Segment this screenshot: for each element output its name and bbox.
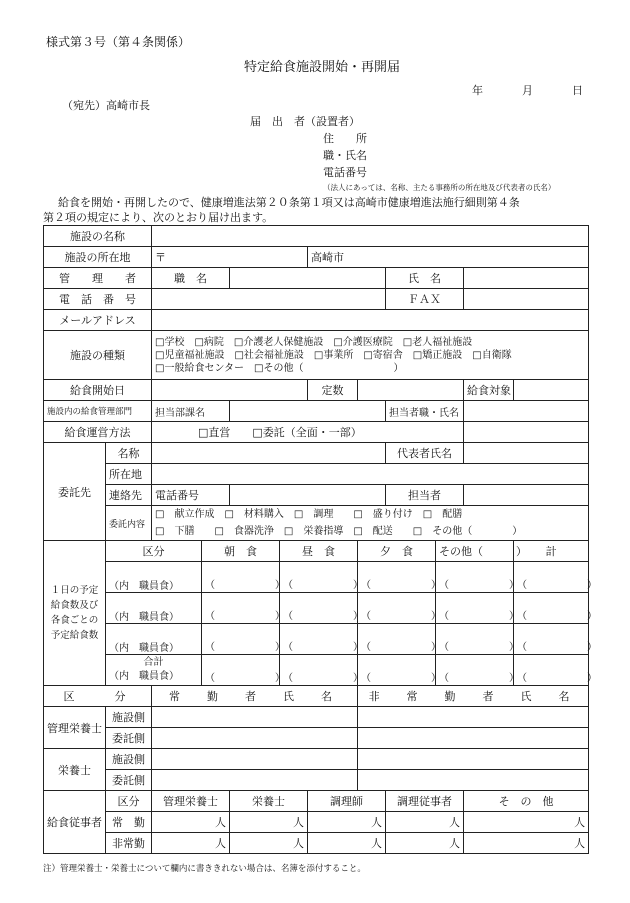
facility-type-label: 施設の種類 bbox=[44, 331, 152, 380]
workers-parttime-label: 非常勤 bbox=[106, 833, 152, 854]
mgr-dietitian-contractor-fulltime[interactable] bbox=[152, 728, 358, 749]
form-number: 様式第３号（第４条関係） bbox=[46, 35, 191, 49]
workers-parttime-worker[interactable]: 人 bbox=[386, 833, 464, 854]
contract-content-line-1[interactable]: □ 献立作成 □ 材料購入 □ 調理 □ 盛り付け □ 配膳 bbox=[155, 509, 463, 520]
manager-title-label: 職 名 bbox=[152, 268, 230, 289]
meal-total-text: 合計 bbox=[143, 657, 164, 668]
email-field[interactable] bbox=[152, 310, 589, 331]
notification-form bbox=[43, 225, 597, 854]
meal-count-label-1: １日の予定 bbox=[50, 585, 99, 596]
meal-row-2-other[interactable]: （ ） bbox=[436, 593, 514, 624]
contractor-contact-label: 連絡先 bbox=[106, 485, 152, 506]
workers-col-other: そ の 他 bbox=[464, 791, 589, 812]
meal-row-3-breakfast[interactable]: （ ） bbox=[202, 624, 280, 655]
meal-col-lunch: 昼 食 bbox=[280, 541, 358, 562]
meal-row-3-lunch[interactable]: （ ） bbox=[280, 624, 358, 655]
meal-row-2-breakfast[interactable]: （ ） bbox=[202, 593, 280, 624]
workers-fulltime-cook[interactable]: 人 bbox=[308, 812, 386, 833]
manager-label: 管 理 者 bbox=[44, 268, 152, 289]
staff-name-label: 担当者職・氏名 bbox=[386, 401, 464, 422]
staff-col-fulltime: 常 勤 者 氏 名 bbox=[152, 686, 358, 707]
dietitian-facility-label: 施設側 bbox=[106, 749, 152, 770]
meal-count-label-3: 各食ごとの bbox=[50, 615, 99, 626]
body-text-1: 給食を開始・再開したので、健康増進法第２０条第１項又は高崎市健康増進法施行細則第４条 bbox=[58, 196, 520, 209]
facility-name-field[interactable] bbox=[152, 226, 589, 247]
representative-field[interactable] bbox=[464, 443, 589, 464]
location-field[interactable] bbox=[308, 247, 589, 268]
workers-fulltime-label: 常 勤 bbox=[106, 812, 152, 833]
contractor-person-label: 担当者 bbox=[386, 485, 464, 506]
operation-method-options[interactable]: □直営 □委託（全面・一部） bbox=[152, 422, 464, 443]
representative-label: 代表者氏名 bbox=[386, 443, 464, 464]
workers-fulltime-dietitian[interactable]: 人 bbox=[230, 812, 308, 833]
capacity-label: 定数 bbox=[308, 380, 358, 401]
contractor-name-label: 名称 bbox=[106, 443, 152, 464]
facility-type-options[interactable] bbox=[152, 331, 589, 380]
mgr-dietitian-contractor-label: 委託側 bbox=[106, 728, 152, 749]
meal-count-label bbox=[44, 541, 106, 686]
meal-col-breakfast: 朝 食 bbox=[202, 541, 280, 562]
department-name-field[interactable] bbox=[230, 401, 386, 422]
workers-col-category: 区分 bbox=[106, 791, 152, 812]
meal-row-2-label bbox=[106, 593, 202, 624]
meal-col-other: その他（ ） bbox=[436, 541, 514, 562]
meal-count-label-2: 給食数及び bbox=[50, 600, 99, 611]
date-month: 月 bbox=[522, 84, 533, 97]
phone-label: 電話番号 bbox=[323, 166, 367, 179]
corporation-note: （法人にあっては、名称、主たる事務所の所在地及び代表者の氏名） bbox=[323, 183, 556, 192]
workers-col-dietitian: 栄養士 bbox=[230, 791, 308, 812]
meal-total-label bbox=[106, 655, 202, 686]
mgr-dietitian-contractor-parttime[interactable] bbox=[358, 728, 589, 749]
meal-target-field[interactable] bbox=[514, 380, 589, 401]
contractor-phone-label: 電話番号 bbox=[152, 485, 230, 506]
contract-content-label: 委託内容 bbox=[106, 506, 152, 541]
meal-total-lunch[interactable]: （ ） bbox=[280, 655, 358, 686]
meal-col-dinner: 夕 食 bbox=[358, 541, 436, 562]
contract-content-options[interactable] bbox=[152, 506, 589, 541]
contractor-phone-field[interactable] bbox=[230, 485, 386, 506]
meal-row-1-total[interactable]: （ ） bbox=[514, 562, 589, 593]
contractor-address-label: 所在地 bbox=[106, 464, 152, 485]
contractor-label: 委託先 bbox=[44, 443, 106, 541]
body-text-2: 第２項の規定により、次のとおり届け出ます。 bbox=[43, 211, 274, 224]
contractor-person-field[interactable] bbox=[464, 485, 589, 506]
address-label: 住 所 bbox=[323, 132, 367, 145]
staff-meal-label: （内 職員食） bbox=[109, 612, 179, 623]
meal-row-1-breakfast[interactable]: （ ） bbox=[202, 562, 280, 593]
meal-total-breakfast[interactable]: （ ） bbox=[202, 655, 280, 686]
dietitian-facility-parttime[interactable] bbox=[358, 749, 589, 770]
postal-field[interactable] bbox=[152, 247, 308, 268]
meal-row-2-dinner[interactable]: （ ） bbox=[358, 593, 436, 624]
workers-col-cook: 調理師 bbox=[308, 791, 386, 812]
meal-row-3-dinner[interactable]: （ ） bbox=[358, 624, 436, 655]
manager-name-label: 氏 名 bbox=[386, 268, 464, 289]
workers-fulltime-other[interactable]: 人 bbox=[464, 812, 589, 833]
meal-total-dinner[interactable]: （ ） bbox=[358, 655, 436, 686]
mgr-dietitian-label: 管理栄養士 bbox=[44, 707, 106, 749]
facility-type-line-3[interactable]: □一般給食センター □その他（ ） bbox=[155, 362, 404, 374]
workers-parttime-cook[interactable]: 人 bbox=[308, 833, 386, 854]
workers-parttime-mgr[interactable]: 人 bbox=[152, 833, 230, 854]
facility-location-label: 施設の所在地 bbox=[44, 247, 152, 268]
staff-meal-label: （内 職員食） bbox=[109, 581, 179, 592]
email-label: メールアドレス bbox=[44, 310, 152, 331]
facility-type-line-2[interactable]: □児童福祉施設 □社会福祉施設 □事業所 □寄宿舎 □矯正施設 □自衛隊 bbox=[155, 349, 512, 361]
meal-count-label-4: 予定給食数 bbox=[50, 630, 99, 641]
workers-fulltime-mgr[interactable]: 人 bbox=[152, 812, 230, 833]
mgr-dietitian-facility-fulltime[interactable] bbox=[152, 707, 358, 728]
start-date-label: 給食開始日 bbox=[44, 380, 152, 401]
operation-method-blank bbox=[464, 422, 589, 443]
meal-row-3-label bbox=[106, 624, 202, 655]
facility-type-line-1[interactable]: □学校 □病院 □介護老人保健施設 □介護医療院 □老人福祉施設 bbox=[155, 336, 473, 348]
postal-mark: 〒 bbox=[155, 251, 166, 264]
page-title: 特定給食施設開始・再開届 bbox=[244, 60, 401, 75]
date-year: 年 bbox=[472, 84, 483, 97]
mgr-dietitian-facility-parttime[interactable] bbox=[358, 707, 589, 728]
contractor-address-field[interactable] bbox=[152, 464, 589, 485]
meal-target-label: 給食対象 bbox=[464, 380, 514, 401]
staff-col-parttime: 非 常 勤 者 氏 名 bbox=[358, 686, 589, 707]
staff-name-field[interactable] bbox=[464, 401, 589, 422]
facility-name-label: 施設の名称 bbox=[44, 226, 152, 247]
capacity-field[interactable] bbox=[358, 380, 464, 401]
dietitian-facility-fulltime[interactable] bbox=[152, 749, 358, 770]
meal-row-1-other[interactable]: （ ） bbox=[436, 562, 514, 593]
meal-row-1-lunch[interactable]: （ ） bbox=[280, 562, 358, 593]
notifier-label: 届 出 者（設置者） bbox=[250, 115, 360, 128]
meal-col-category: 区分 bbox=[106, 541, 202, 562]
meal-total-total[interactable]: （ ） bbox=[514, 655, 589, 686]
workers-parttime-dietitian[interactable]: 人 bbox=[230, 833, 308, 854]
meal-row-3-other[interactable]: （ ） bbox=[436, 624, 514, 655]
manager-title-field[interactable] bbox=[230, 268, 386, 289]
workers-col-mgr: 管理栄養士 bbox=[152, 791, 230, 812]
department-label: 施設内の給食管理部門 bbox=[44, 401, 152, 422]
meal-row-3-total[interactable]: （ ） bbox=[514, 624, 589, 655]
addressee: （宛先）高崎市長 bbox=[62, 99, 150, 112]
workers-fulltime-worker[interactable]: 人 bbox=[386, 812, 464, 833]
staff-col-category: 区 分 bbox=[44, 686, 152, 707]
workers-label: 給食従事者 bbox=[44, 791, 106, 854]
footer-note: 注）管理栄養士・栄養士について欄内に書ききれない場合は、名簿を添付すること。 bbox=[43, 864, 366, 874]
dietitian-contractor-fulltime[interactable] bbox=[152, 770, 358, 791]
manager-name-field[interactable] bbox=[464, 268, 589, 289]
phone-number-field[interactable] bbox=[152, 289, 386, 310]
meal-row-2-lunch[interactable]: （ ） bbox=[280, 593, 358, 624]
fax-field[interactable] bbox=[464, 289, 589, 310]
operation-method-label: 給食運営方法 bbox=[44, 422, 152, 443]
meal-row-1-label bbox=[106, 562, 202, 593]
date-day: 日 bbox=[572, 84, 583, 97]
dietitian-label: 栄養士 bbox=[44, 749, 106, 791]
workers-parttime-other[interactable]: 人 bbox=[464, 833, 589, 854]
staff-meal-label: （内 職員食） bbox=[109, 643, 179, 654]
department-name-label: 担当部課名 bbox=[152, 401, 230, 422]
contract-content-line-2[interactable]: □ 下膳 □ 食器洗浄 □ 栄養指導 □ 配送 □ その他（ ） bbox=[155, 526, 523, 537]
dietitian-contractor-label: 委託側 bbox=[106, 770, 152, 791]
meal-row-2-total[interactable]: （ ） bbox=[514, 593, 589, 624]
fax-label: ＦＡＸ bbox=[386, 289, 464, 310]
contractor-name-field[interactable] bbox=[152, 443, 386, 464]
name-label: 職・氏名 bbox=[323, 149, 367, 162]
meal-row-1-dinner[interactable]: （ ） bbox=[358, 562, 436, 593]
dietitian-contractor-parttime[interactable] bbox=[358, 770, 589, 791]
mgr-dietitian-facility-label: 施設側 bbox=[106, 707, 152, 728]
start-date-field[interactable] bbox=[152, 380, 308, 401]
staff-meal-label: （内 職員食） bbox=[109, 671, 179, 682]
meal-total-other[interactable]: （ ） bbox=[436, 655, 514, 686]
city-name: 高崎市 bbox=[311, 251, 344, 264]
workers-col-worker: 調理従事者 bbox=[386, 791, 464, 812]
meal-col-total: 計 bbox=[514, 541, 589, 562]
phone-number-label: 電 話 番 号 bbox=[44, 289, 152, 310]
